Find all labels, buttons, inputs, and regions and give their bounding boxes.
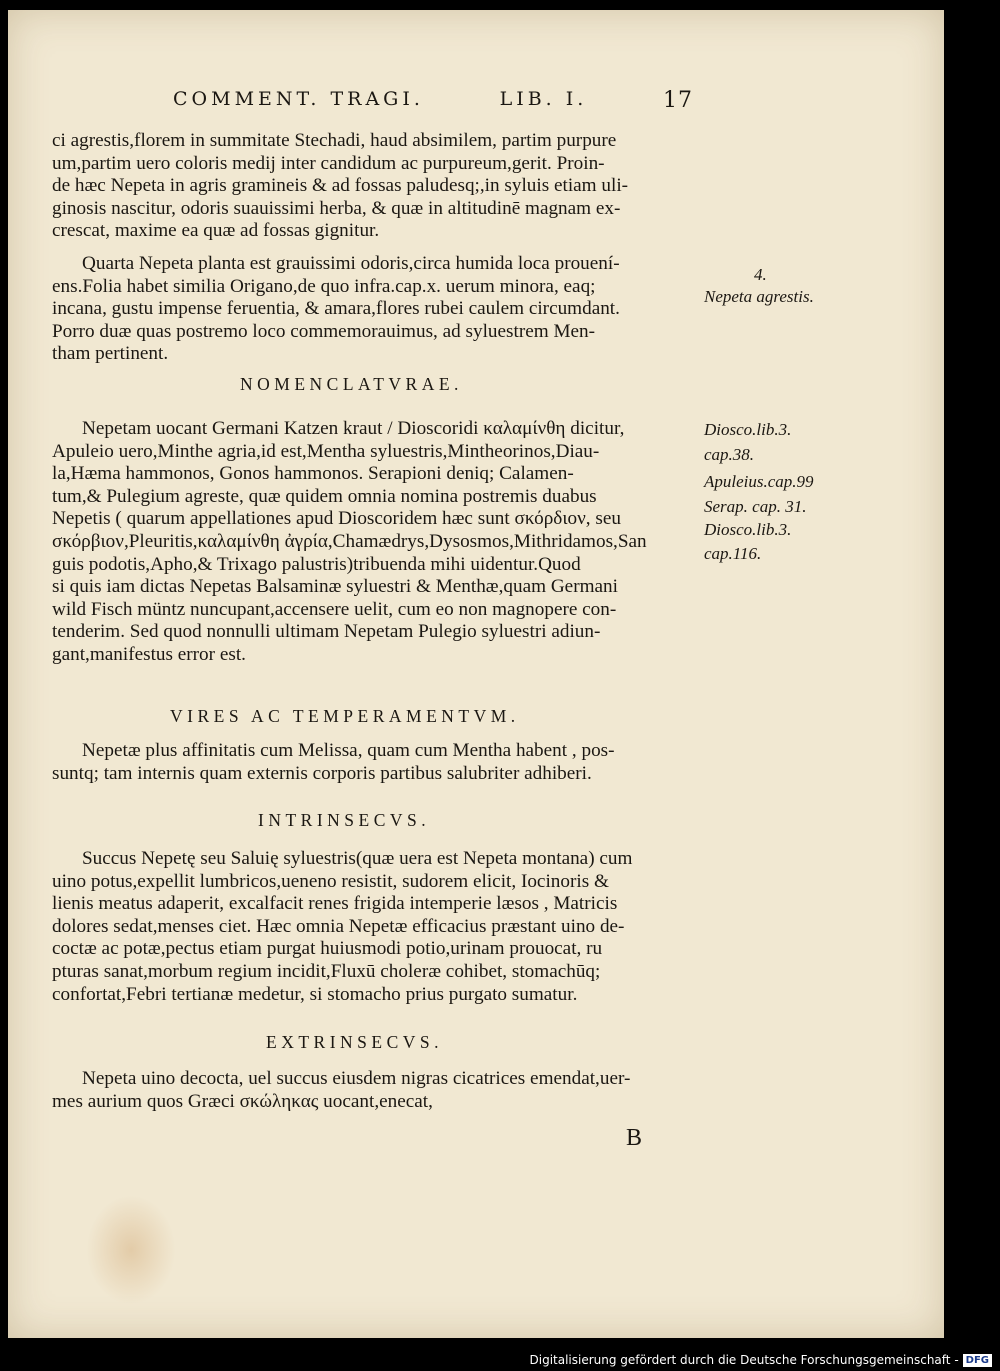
footer-credit — [530, 1353, 993, 1367]
text-line: tham pertinent. — [52, 343, 169, 365]
text-line: Nepetam uocant Germani Katzen kraut / Dioscoridi καλαμίνθη dicitur, — [82, 418, 625, 439]
running-header — [173, 88, 693, 113]
text-line: tenderim. Sed quod nonnulli ultimam Nepetam Pulegio syluestri adiun- — [52, 621, 601, 643]
text-line: wild Fisch müntz nuncupant,accensere uelit, cum eo non magnopere con- — [52, 598, 617, 620]
text-line: crescat, maxime ea quæ ad fossas gignitur. — [52, 220, 380, 242]
text-line: Succus Nepetę seu Saluię syluestris(quæ uera est Nepeta montana) cum — [82, 848, 633, 869]
quarta-paragraph — [52, 253, 708, 366]
margin-note-nepeta: Nepeta agrestis. — [704, 287, 814, 306]
intro-paragraph — [52, 130, 708, 243]
heading-vires: VIRES AC TEMPERAMENTVM. — [170, 706, 520, 726]
text-line: Quarta Nepeta planta est grauissimi odoris,circa humida loca prouení- — [82, 253, 620, 274]
text-line: tum,& Pulegium agreste, quæ quidem omnia nomina postremis duabus — [52, 485, 597, 507]
text-line: ginosis nascitur, odoris suauissimi herba, & quæ in altitudinē magnam ex- — [52, 197, 621, 219]
page-number: 17 — [663, 88, 693, 113]
text-line: ci agrestis,florem in summitate Stechadi, haud absimilem, partim purpure — [52, 130, 617, 151]
intrinsecus-paragraph — [52, 848, 708, 1006]
text-line: suntq; tam internis quam externis corporis partibus salubriter adhiberi. — [52, 762, 592, 784]
text-line: la,Hæma hammonos, Gonos hammonos. Serapioni deniq; Calamen- — [52, 463, 574, 485]
text-line: Nepetis ( quarum appellationes apud Dioscoridem hæc sunt σκόρδιον, seu — [52, 508, 621, 530]
heading-nomenclaturae: NOMENCLATVRAE. — [240, 374, 463, 394]
nomenclatura-paragraph — [52, 418, 708, 667]
text-line: Porro duæ quas postremo loco commemorauimus, ad syluestrem Men- — [52, 320, 596, 342]
text-line: dolores sedat,menses ciet. Hæc omnia Nepetæ efficacius præstant uino de- — [52, 915, 625, 937]
text-line: σκόρβιον,Pleuritis,καλαμίνθη ἀγρία,Chamædrys,Dysosmos,Mithridamos,San — [52, 530, 647, 552]
text-line: gant,manifestus error est. — [52, 643, 246, 665]
signature-mark: B — [626, 1125, 643, 1151]
heading-intrinsecus: INTRINSECVS. — [258, 810, 431, 830]
extrinsecus-paragraph — [52, 1068, 708, 1113]
text-line: lienis meatus adaperit, excalfacit renes frigida intemperie læsos , Matricis — [52, 893, 618, 915]
text-line: Nepeta uino decocta, uel succus eiusdem nigras cicatrices emendat,uer- — [82, 1068, 631, 1089]
text-line: pturas sanat,morbum regium incidit,Fluxū choleræ cohibet, stomachūq; — [52, 960, 601, 982]
margin-note-apuleius: Apuleius.cap.99 — [704, 472, 814, 491]
margin-note-dioscorides-1: Diosco.lib.3. — [704, 420, 792, 439]
text-line: guis podotis,Apho,& Trixago palustris)tribuenda mihi uidentur.Quod — [52, 553, 581, 575]
vires-paragraph — [52, 740, 708, 785]
footer-text: Digitalisierung gefördert durch die Deutsche Forschungsgemeinschaft - — [529, 1353, 959, 1367]
margin-note-cap116: cap.116. — [704, 544, 762, 563]
text-line: de hæc Nepeta in agris gramineis & ad fossas paludesq;,in syluis etiam uli- — [52, 175, 629, 197]
margin-note-dioscorides-2: Diosco.lib.3. — [704, 520, 792, 539]
text-line: confortat,Febri tertianæ medetur, si stomacho prius purgato sumatur. — [52, 983, 578, 1005]
text-line: uino potus,expellit lumbricos,ueneno resistit, sudorem elicit, Iocinoris & — [52, 870, 609, 892]
text-line: coctæ ac potæ,pectus etiam purgat huiusmodi potio,urinam prouocat, ru — [52, 938, 603, 960]
text-line: incana, gustu impense feruentia, & amara,flores rubei caulem circumdant. — [52, 298, 620, 320]
text-line: Apuleio uero,Minthe agria,id est,Mentha syluestris,Mintheorinos,Diau- — [52, 440, 600, 462]
text-line: mes aurium quos Græci σκώληκας uocant,enecat, — [52, 1090, 433, 1112]
heading-extrinsecus: EXTRINSECVS. — [266, 1032, 443, 1052]
margin-note-cap38: cap.38. — [704, 445, 755, 464]
book-page — [8, 10, 944, 1338]
text-line: ens.Folia habet similia Origano,de quo infra.cap.x. uerum minora, eaq; — [52, 275, 596, 297]
book-number: LIB. I. — [499, 88, 588, 110]
running-title: COMMENT. TRAGI. — [173, 88, 424, 110]
text-line: si quis iam dictas Nepetas Balsaminæ syluestri & Menthæ,quam Germani — [52, 576, 618, 598]
page-stain — [86, 1195, 176, 1305]
margin-note-serapion: Serap. cap. 31. — [704, 497, 807, 516]
text-line: Nepetæ plus affinitatis cum Melissa, quam cum Mentha habent , pos- — [82, 740, 615, 761]
margin-note-number: 4. — [754, 265, 767, 284]
dfg-logo-icon: DFG — [963, 1354, 992, 1367]
text-line: um,partim uero coloris medij inter candidum ac purpureum,gerit. Proin- — [52, 152, 605, 174]
